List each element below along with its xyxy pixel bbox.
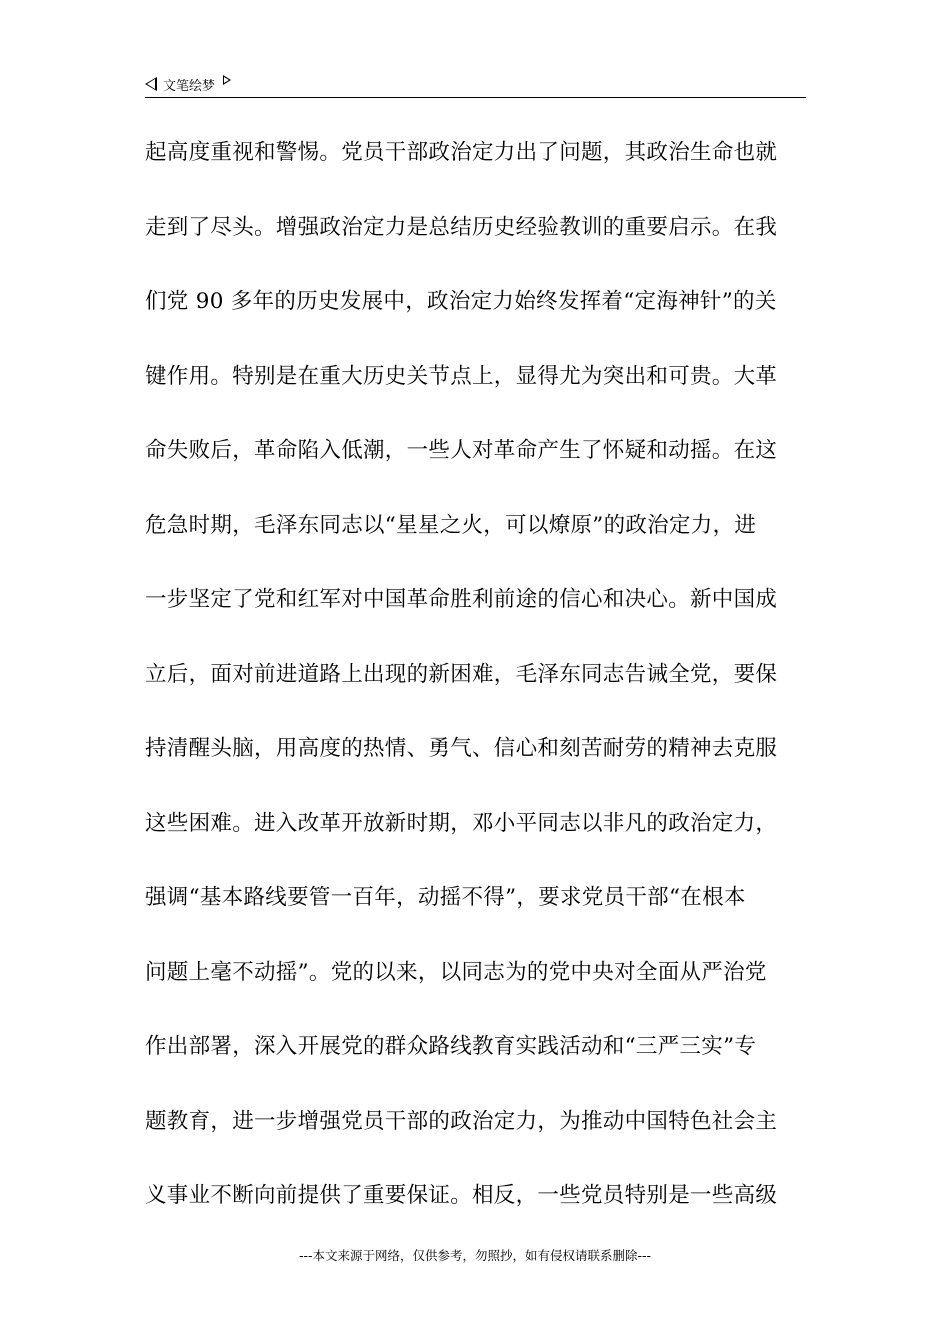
text-line: 强调“基本路线要管一百年，动摇不得”，要求党员干部“在根本: [145, 885, 746, 910]
text-line: 持清醒头脑，用高度的热情、勇气、信心和刻苦耐劳的精神去克服: [145, 736, 778, 761]
text-line: 这些困难。进入改革开放新时期，邓小平同志以非凡的政治定力，: [145, 810, 778, 836]
text-line: 起高度重视和警惕。党员干部政治定力出了问题，其政治生命也就: [145, 140, 778, 165]
page-header: [145, 72, 231, 96]
text-line: 作出部署，深入开展党的群众路线教育实践活动和“三严三实”专: [145, 1034, 757, 1059]
text-line: 题教育，进一步增强党员干部的政治定力，为推动中国特色社会主: [145, 1108, 778, 1134]
triangle-right-icon: [223, 75, 231, 85]
text-line: 义事业不断向前提供了重要保证。相反，一些党员特别是一些高级: [145, 1183, 778, 1208]
text-line: 问题上毫不动摇”。党的以来，以同志为的党中央对全面从严治党: [145, 959, 767, 985]
triangle-left-icon: [145, 77, 157, 91]
header-brand: 文笔绘梦: [163, 78, 216, 94]
header-divider: [145, 97, 806, 98]
text-line: 立后，面对前进道路上出现的新困难，毛泽东同志告诫全党，要保: [145, 661, 778, 687]
text-line: 们党 90 多年的历史发展中，政治定力始终发挥着“定海神针”的关: [145, 289, 777, 314]
text-line: 危急时期，毛泽东同志以“星星之火，可以燎原”的政治定力，进: [145, 512, 757, 538]
document-body: [145, 128, 815, 1246]
text-line: 命失败后，革命陷入低潮，一些人对革命产生了怀疑和动摇。在这: [145, 438, 778, 463]
footer-notice: ---本文来源于网络，仅供参考，勿照抄，如有侵权请联系删除---: [298, 1248, 652, 1263]
text-line: 一步坚定了党和红军对中国革命胜利前途的信心和决心。新中国成: [145, 587, 778, 612]
text-line: 键作用。特别是在重大历史关节点上，显得尤为突出和可贵。大革: [145, 363, 778, 389]
text-line: 走到了尽头。增强政治定力是总结历史经验教训的重要启示。在我: [145, 214, 778, 240]
